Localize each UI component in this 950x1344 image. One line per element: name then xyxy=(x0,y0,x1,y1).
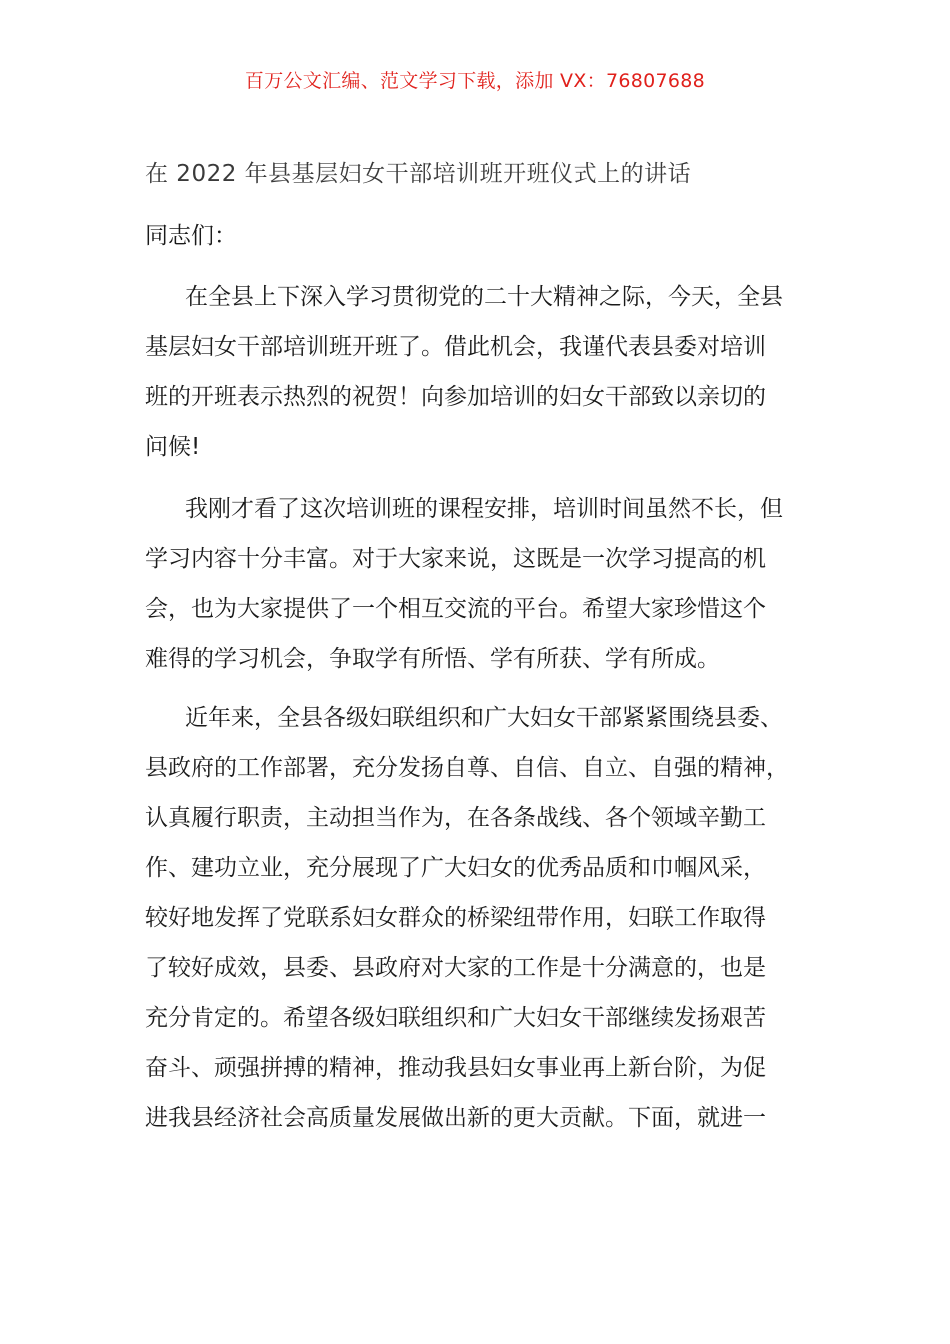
document-title: 在 2022 年县基层妇女干部培训班开班仪式上的讲话 xyxy=(145,161,692,187)
header-note: 百万公文汇编、范文学习下载，添加 VX：76807688 xyxy=(244,70,706,92)
paragraph-line: 进我县经济社会高质量发展做出新的更大贡献。下面，就进一 xyxy=(145,1105,766,1131)
paragraph-line: 奋斗、顽强拼搏的精神，推动我县妇女事业再上新台阶，为促 xyxy=(145,1055,766,1081)
paragraph-line: 较好地发挥了党联系妇女群众的桥梁纽带作用，妇联工作取得 xyxy=(145,905,766,931)
paragraph-3 xyxy=(145,693,805,1143)
paragraph-line: 在全县上下深入学习贯彻党的二十大精神之际，今天，全县 xyxy=(185,284,783,310)
paragraph-line: 作、建功立业，充分展现了广大妇女的优秀品质和巾帼风采， xyxy=(145,855,766,881)
paragraph-line: 班的开班表示热烈的祝贺！向参加培训的妇女干部致以亲切的 xyxy=(145,384,766,410)
paragraph-line: 县政府的工作部署，充分发扬自尊、自信、自立、自强的精神， xyxy=(145,755,789,781)
paragraph-line: 充分肯定的。希望各级妇联组织和广大妇女干部继续发扬艰苦 xyxy=(145,1005,766,1031)
paragraph-line: 问候! xyxy=(145,434,201,460)
paragraph-line: 认真履行职责，主动担当作为，在各条战线、各个领域辛勤工 xyxy=(145,805,766,831)
paragraph-line: 会，也为大家提供了一个相互交流的平台。希望大家珍惜这个 xyxy=(145,596,766,622)
paragraph-line: 了较好成效，县委、县政府对大家的工作是十分满意的，也是 xyxy=(145,955,766,981)
salutation: 同志们： xyxy=(145,223,237,249)
paragraph-line: 近年来，全县各级妇联组织和广大妇女干部紧紧围绕县委、 xyxy=(185,705,783,731)
paragraph-line: 学习内容十分丰富。对于大家来说，这既是一次学习提高的机 xyxy=(145,546,766,572)
paragraph-line: 我刚才看了这次培训班的课程安排，培训时间虽然不长，但 xyxy=(185,496,783,522)
paragraph-line: 难得的学习机会，争取学有所悟、学有所获、学有所成。 xyxy=(145,646,720,672)
paragraph-line: 基层妇女干部培训班开班了。借此机会，我谨代表县委对培训 xyxy=(145,334,766,360)
paragraph-2 xyxy=(145,484,805,684)
paragraph-1 xyxy=(145,272,805,472)
